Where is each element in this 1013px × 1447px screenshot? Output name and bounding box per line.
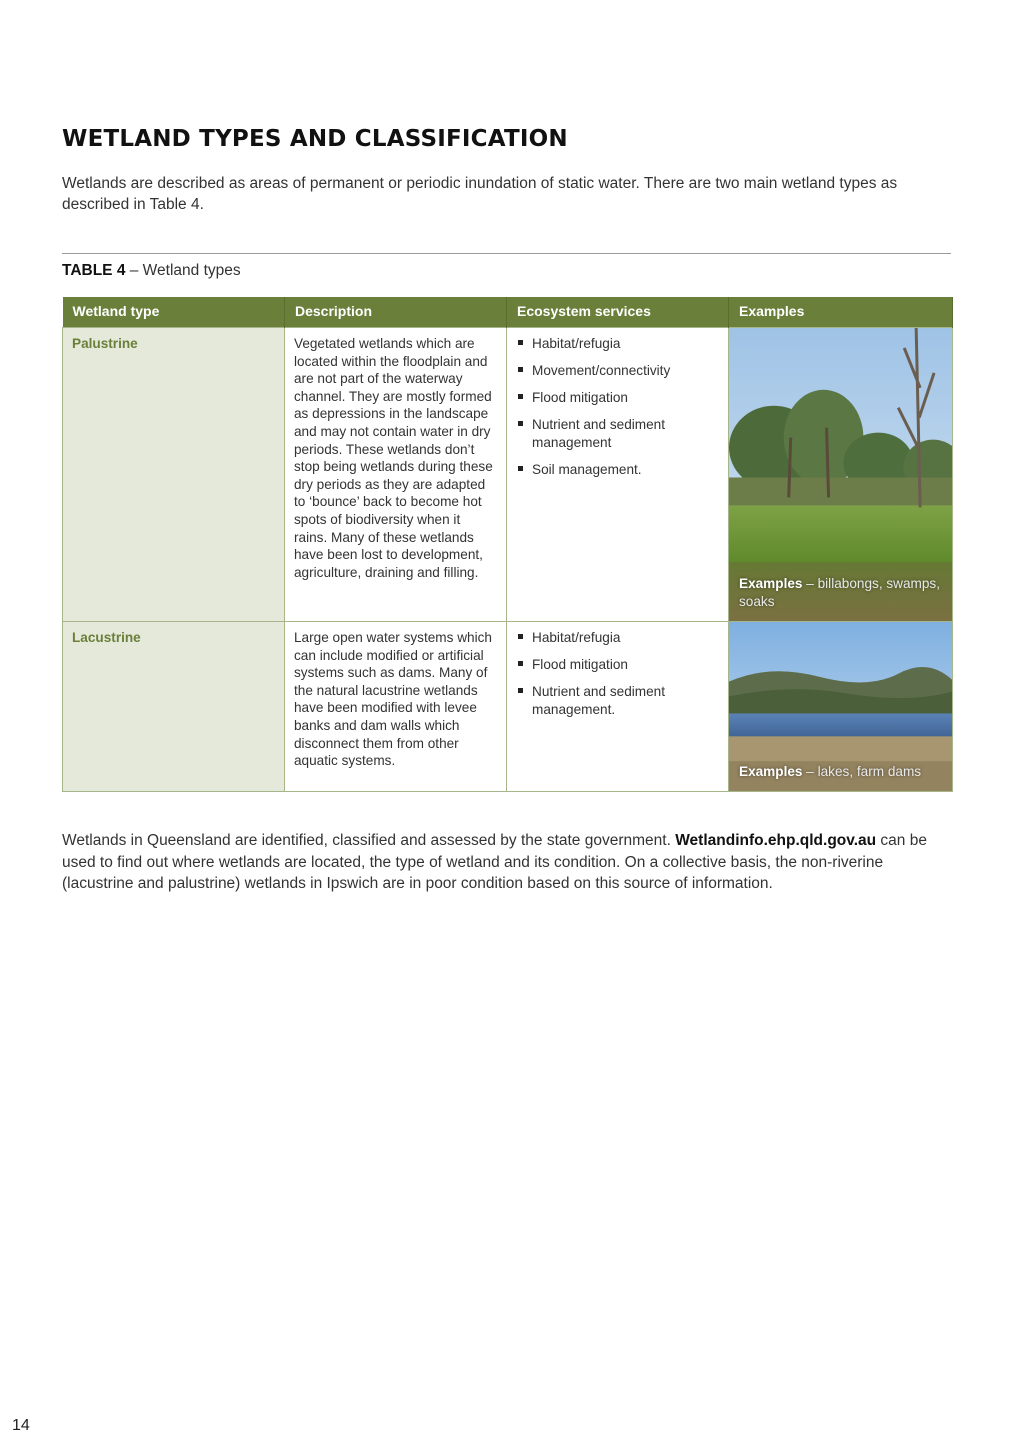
header-description: Description (285, 297, 507, 328)
description-cell: Large open water systems which can include modified or artificial systems such as dams. Many of the natural lacustrine wetlands have been modified with levee banks and dam walls which disconnect them from other aquatic systems. (285, 622, 507, 792)
examples-text: – billabongs, swamps, soaks (739, 576, 941, 609)
examples-label: Examples (739, 764, 803, 779)
table-caption-label: TABLE 4 (62, 262, 126, 279)
body-text-part1: Wetlands in Queensland are identified, classified and assessed by the state government. (62, 832, 676, 849)
service-item: Nutrient and sediment management (516, 416, 719, 451)
body-text-part2: can be used to find out where wetlands are located, the type of wetland and its condition. On a collective basis, the non-riverine (lacustrine and palustrine) wetlands in Ipswich are in poor condition based on this source of information. (62, 832, 927, 892)
wetlandinfo-link[interactable]: Wetlandinfo.ehp.qld.gov.au (675, 832, 877, 849)
page-title: WETLAND TYPES AND CLASSIFICATION (62, 126, 568, 152)
examples-cell (729, 328, 953, 622)
service-item: Habitat/refugia (516, 335, 719, 353)
examples-label: Examples (739, 576, 803, 591)
table-caption-text: – Wetland types (125, 262, 241, 279)
divider (62, 253, 951, 254)
table-caption (62, 262, 241, 280)
intro-paragraph: Wetlands are described as areas of permanent or periodic inundation of static water. There are two main wetland types as described in Table 4. (62, 175, 898, 213)
table-row-palustrine (63, 328, 953, 622)
service-item: Soil management. (516, 461, 719, 479)
page-number: 14 (12, 1417, 30, 1434)
header-ecosystem-services: Ecosystem services (507, 297, 729, 328)
service-item: Movement/connectivity (516, 362, 719, 380)
services-cell (507, 622, 729, 792)
wetland-type-cell: Lacustrine (63, 622, 285, 792)
services-list (516, 335, 719, 479)
wetland-type-cell: Palustrine (63, 328, 285, 622)
table-header-row (63, 297, 953, 328)
examples-caption (739, 575, 942, 611)
examples-cell (729, 622, 953, 792)
table-row-lacustrine (63, 622, 953, 792)
services-cell (507, 328, 729, 622)
wetland-types-table (62, 297, 953, 792)
header-wetland-type: Wetland type (63, 297, 285, 328)
description-cell: Vegetated wetlands which are located within the floodplain and are not part of the waterway channel. They are mostly formed as depressions in the landscape and may not contain water in dry periods. These wetlands don’t stop being wetlands during these dry periods as they are adapted to ‘bounce’ back to become hot spots of biodiversity when it rains. Many of these wetlands have been lost to development, agriculture, draining and filling. (285, 328, 507, 622)
service-item: Flood mitigation (516, 389, 719, 407)
service-item: Nutrient and sediment management. (516, 683, 719, 718)
service-item: Habitat/refugia (516, 629, 719, 647)
service-item: Flood mitigation (516, 656, 719, 674)
header-examples: Examples (729, 297, 953, 328)
examples-text: – lakes, farm dams (802, 764, 922, 779)
body-paragraph (62, 830, 954, 895)
examples-caption (739, 763, 942, 781)
services-list (516, 629, 719, 718)
